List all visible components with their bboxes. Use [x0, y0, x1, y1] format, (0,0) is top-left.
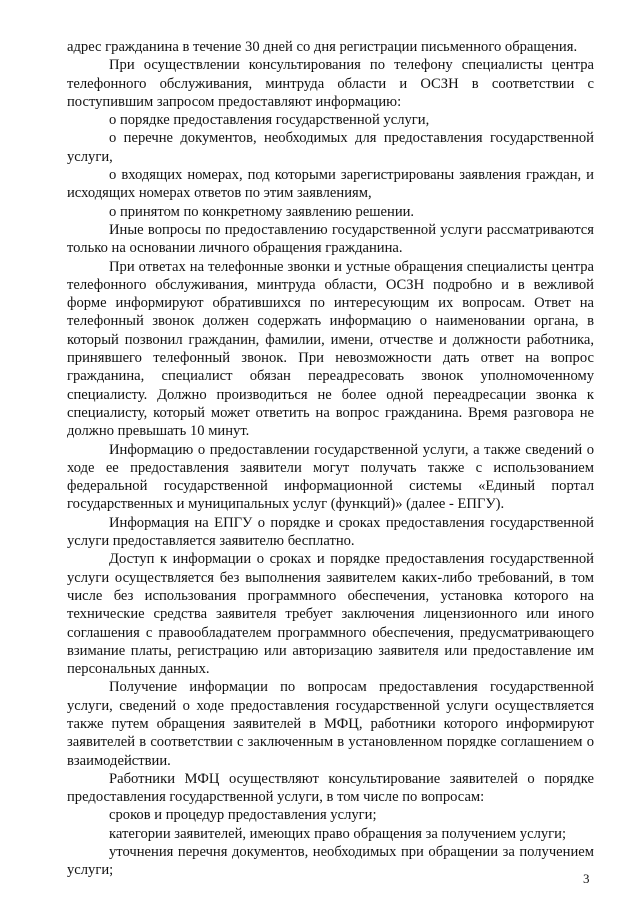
paragraph: о перечне документов, необходимых для предоставления государственной услуги,	[67, 130, 594, 165]
paragraph: о входящих номерах, под которыми зарегистрированы заявления граждан, и исходящих номерах ответов по этим заявлениям,	[67, 167, 594, 202]
paragraph: Работники МФЦ осуществляют консультирование заявителей о порядке предоставления государственной услуги, в том числе по вопросам:	[67, 770, 594, 806]
paragraph: Иные вопросы по предоставлению государственной услуги рассматриваются только на основании личного обращения гражданина.	[67, 221, 594, 257]
paragraph: о порядке предоставления государственной услуги,	[109, 112, 430, 129]
paragraph: категории заявителей, имеющих право обращения за получением услуги;	[109, 825, 567, 842]
paragraph: адрес гражданина в течение 30 дней со дня регистрации письменного обращения.	[67, 39, 578, 55]
page-number: 3	[583, 871, 590, 886]
paragraph: сроков и процедур предоставления услуги;	[109, 807, 377, 824]
paragraph: Доступ к информации о сроках и порядке предоставления государственной услуги осуществляется без выполнения заявителем каких-либо требований, в том числе без использования программного обеспечения, установка которого на технические средства заявителя требует заключения лицензионного или иного соглашения с правообладателем программного обеспечения, предусматривающего взимание платы, регистрацию или авторизацию заявителя или предоставление им персональных данных.	[67, 551, 594, 678]
paragraph: Информация на ЕПГУ о порядке и сроках предоставления государственной услуги предоставляется заявителю бесплатно.	[67, 514, 594, 550]
paragraph: Получение информации по вопросам предоставления государственной услуги, сведений о ходе предоставления государственной услуги осуществляется также путем обращения заявителей в МФЦ, работники которого информируют заявителей в соответствии с заключенным в установленном порядке соглашением о взаимодействии.	[67, 679, 594, 769]
paragraph: уточнения перечня документов, необходимых при обращении за получением услуги;	[67, 844, 594, 879]
paragraph: Информацию о предоставлении государственной услуги, а также сведений о ходе ее предоставления заявители могут получать также с использованием федеральной государственной информационной системы «Единый портал государственных и муниципальных услуг (функций)» (далее - ЕПГУ).	[67, 441, 594, 513]
document-page	[67, 38, 594, 880]
paragraph: При осуществлении консультирования по телефону специалисты центра телефонного обслуживания, минтруда области и ОСЗН в соответствии с поступившим запросом предоставляют информацию:	[67, 57, 594, 110]
paragraph: о принятом по конкретному заявлению решении.	[109, 203, 415, 220]
paragraph: При ответах на телефонные звонки и устные обращения специалисты центра телефонного обслуживания, минтруда области, ОСЗН подробно и в вежливой форме информируют обратившихся по интересующим их вопросам. Ответ на телефонный звонок должен содержать информацию о наименовании органа, в который позвонил гражданин, фамилии, имени, отчестве и должности работника, принявшего телефонный звонок. При невозможности дать ответ на вопрос гражданина, специалист обязан переадресовать звонок уполномоченному специалисту. Должно производиться не более одной переадресации звонка к специалисту, который может ответить на вопрос гражданина. Время разговора не должно превышать 10 минут.	[67, 258, 594, 440]
